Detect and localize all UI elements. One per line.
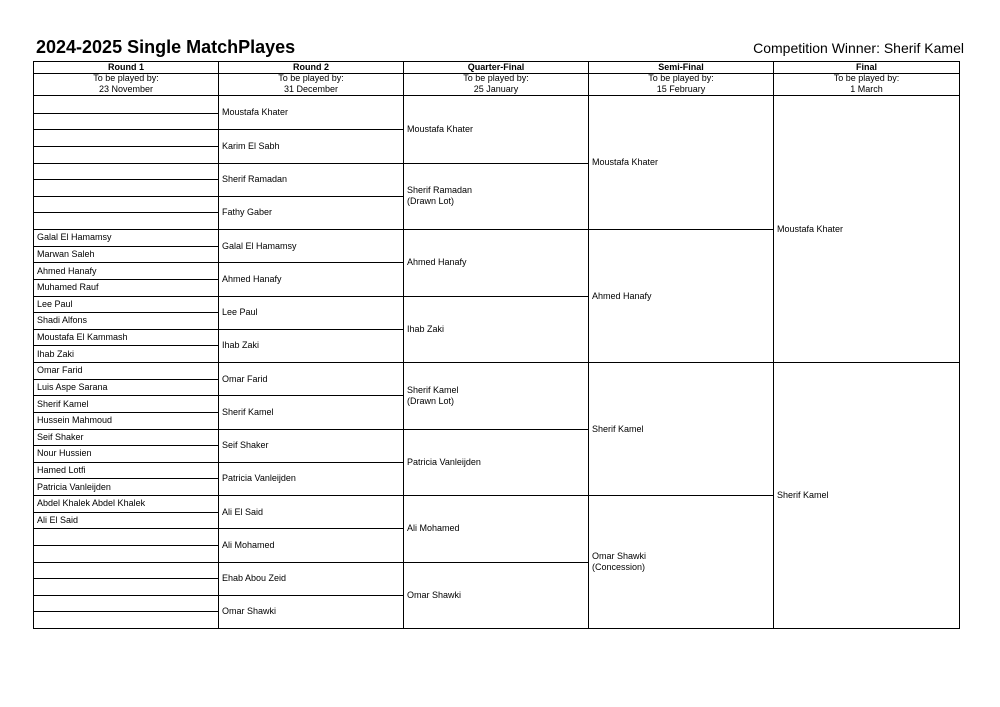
player-name: Sherif Kamel (37, 398, 89, 409)
bracket-slot (34, 528, 218, 545)
player-name: Ahmed Hanafy (592, 290, 652, 301)
play-by-date: 25 January (473, 84, 519, 94)
player-name: Nour Hussien (37, 448, 92, 459)
page-title: 2024-2025 Single MatchPlayes (36, 37, 296, 57)
player-name: Patricia Vanleijden (407, 456, 481, 467)
player-name: Ihab Zaki (222, 340, 260, 351)
bracket-slot (34, 512, 218, 529)
result-note: (Concession) (592, 562, 646, 572)
play-by-date: 15 February (656, 84, 706, 94)
player-name: Fathy Gaber (222, 207, 273, 218)
bracket-slot (34, 113, 218, 130)
play-by-label: To be played by: (463, 73, 529, 83)
column-header-semi-final: Semi-Final (589, 62, 773, 74)
bracket-slot (34, 196, 218, 213)
bracket-slot (34, 212, 218, 229)
bracket-slot (219, 229, 403, 262)
bracket-slot (219, 296, 403, 329)
player-name: Ahmed Hanafy (37, 265, 97, 276)
player-name: Sherif Ramadan (407, 185, 473, 196)
bracket-slot (34, 345, 218, 362)
bracket-slot (404, 163, 588, 230)
player-name: Ali Mohamed (407, 523, 460, 534)
bracket-slot (404, 362, 588, 429)
bracket-slot (219, 429, 403, 462)
player-name: Omar Farid (37, 365, 83, 376)
player-name: Patricia Vanleijden (37, 481, 111, 492)
player-name: Shadi Alfons (37, 315, 88, 326)
column-round-1 (34, 62, 219, 628)
bracket-slot (404, 96, 588, 163)
player-name: Omar Farid (222, 373, 268, 384)
bracket-slot (219, 129, 403, 162)
player-name: Moustafa Khater (407, 123, 474, 134)
player-name: Omar Shawki (222, 606, 277, 617)
column-final (774, 62, 959, 628)
bracket-slot (219, 562, 403, 595)
player-name: Ali El Said (222, 506, 264, 517)
bracket-slot (219, 495, 403, 528)
bracket-slot (34, 412, 218, 429)
bracket-table (33, 61, 960, 629)
bracket-slot (404, 296, 588, 363)
bracket-slot (34, 96, 218, 113)
player-name: Moustafa Khater (222, 107, 289, 118)
column-round-2 (219, 62, 404, 628)
play-by-label: To be played by: (93, 73, 159, 83)
player-name: Ehab Abou Zeid (222, 573, 287, 584)
bracket-slot (34, 595, 218, 612)
bracket-slot (404, 229, 588, 296)
play-by-date-quarter-final (404, 73, 588, 96)
play-by-date: 31 December (283, 84, 339, 94)
player-name: Sherif Ramadan (222, 174, 288, 185)
bracket-slot (219, 262, 403, 295)
competition-winner: Competition Winner: Sherif Kamel (753, 40, 964, 56)
bracket-slot (34, 279, 218, 296)
bracket-slot (34, 129, 218, 146)
bracket-slot (34, 562, 218, 579)
bracket-slot (774, 362, 959, 628)
bracket-slot (219, 395, 403, 428)
bracket-slot (219, 595, 403, 628)
bracket-slot (34, 545, 218, 562)
bracket-slot (589, 362, 773, 495)
player-name: Karim El Sabh (222, 140, 280, 151)
play-by-date: 23 November (98, 84, 154, 94)
bracket-slot (404, 562, 588, 629)
bracket-slot (34, 262, 218, 279)
player-name: Omar Shawki (592, 551, 647, 561)
player-name: Luis Aspe Sarana (37, 381, 108, 392)
player-name: Hussein Mahmoud (37, 415, 113, 426)
player-name: Sherif Kamel (407, 384, 459, 395)
player-name: Hamed Lotfi (37, 465, 86, 476)
player-name: Ihab Zaki (407, 323, 445, 334)
player-name: Sherif Kamel (592, 423, 644, 434)
player-name: Ali Mohamed (222, 539, 275, 550)
column-header-round-2: Round 2 (219, 62, 403, 74)
bracket-slot (34, 163, 218, 180)
player-name: Moustafa Khater (777, 223, 844, 234)
bracket-slot (34, 229, 218, 246)
player-name: Lee Paul (37, 298, 73, 309)
play-by-date-round-1 (34, 73, 218, 96)
bracket-slot (219, 196, 403, 229)
bracket-slot (219, 528, 403, 561)
player-name: Galal El Hamamsy (37, 232, 112, 243)
bracket-slot (34, 362, 218, 379)
bracket-slot (34, 179, 218, 196)
bracket-slot (404, 429, 588, 496)
bracket-slot (34, 495, 218, 512)
bracket-slot (34, 478, 218, 495)
player-name: Ahmed Hanafy (407, 257, 467, 268)
player-name: Marwan Saleh (37, 248, 95, 259)
bracket-slot (34, 312, 218, 329)
bracket-slot (404, 495, 588, 562)
player-name: Muhamed Rauf (37, 282, 99, 293)
player-name: Moustafa El Kammash (37, 332, 128, 343)
player-name: Galal El Hamamsy (222, 240, 297, 251)
player-name: Lee Paul (222, 307, 258, 318)
result-note: (Drawn Lot) (407, 196, 455, 207)
player-name: Moustafa Khater (592, 157, 659, 167)
bracket-slot (34, 329, 218, 346)
play-by-label: To be played by: (278, 73, 344, 83)
player-name: Seif Shaker (222, 440, 269, 451)
bracket-slot (219, 96, 403, 129)
column-header-quarter-final: Quarter-Final (404, 62, 588, 74)
play-by-date-round-2 (219, 73, 403, 96)
bracket-slot (34, 429, 218, 446)
player-name: Omar Shawki (407, 589, 462, 600)
bracket-slot (34, 296, 218, 313)
column-quarter-final (404, 62, 589, 628)
result-note: (Drawn Lot) (407, 395, 455, 406)
player-name: Patricia Vanleijden (222, 473, 296, 484)
bracket-slot (34, 445, 218, 462)
bracket-slot (589, 229, 773, 362)
bracket-slot (774, 96, 959, 362)
bracket-slot (34, 395, 218, 412)
player-name: Sherif Kamel (222, 406, 274, 417)
play-by-label: To be played by: (648, 73, 714, 83)
bracket-slot (34, 146, 218, 163)
bracket-slot (34, 611, 218, 628)
bracket-slot (219, 362, 403, 395)
bracket-slot (34, 379, 218, 396)
player-name: Ali El Said (37, 514, 79, 525)
bracket-slot (34, 578, 218, 595)
bracket-slot (219, 329, 403, 362)
bracket-slot (589, 96, 773, 229)
bracket-slot (589, 495, 773, 628)
column-semi-final (589, 62, 774, 628)
player-name: Abdel Khalek Abdel Khalek (37, 498, 146, 509)
bracket-slot (34, 462, 218, 479)
play-by-date-semi-final (589, 73, 773, 96)
play-by-label: To be played by: (833, 73, 900, 83)
bracket-slot (34, 246, 218, 263)
bracket-slot (219, 163, 403, 196)
play-by-date-final (774, 73, 959, 96)
player-name: Ihab Zaki (37, 348, 75, 359)
player-name: Ahmed Hanafy (222, 273, 282, 284)
bracket-slot (219, 462, 403, 495)
column-header-final: Final (774, 62, 959, 74)
player-name: Sherif Kamel (777, 490, 829, 500)
column-header-round-1: Round 1 (34, 62, 218, 74)
player-name: Seif Shaker (37, 431, 84, 442)
play-by-date: 1 March (850, 84, 883, 94)
